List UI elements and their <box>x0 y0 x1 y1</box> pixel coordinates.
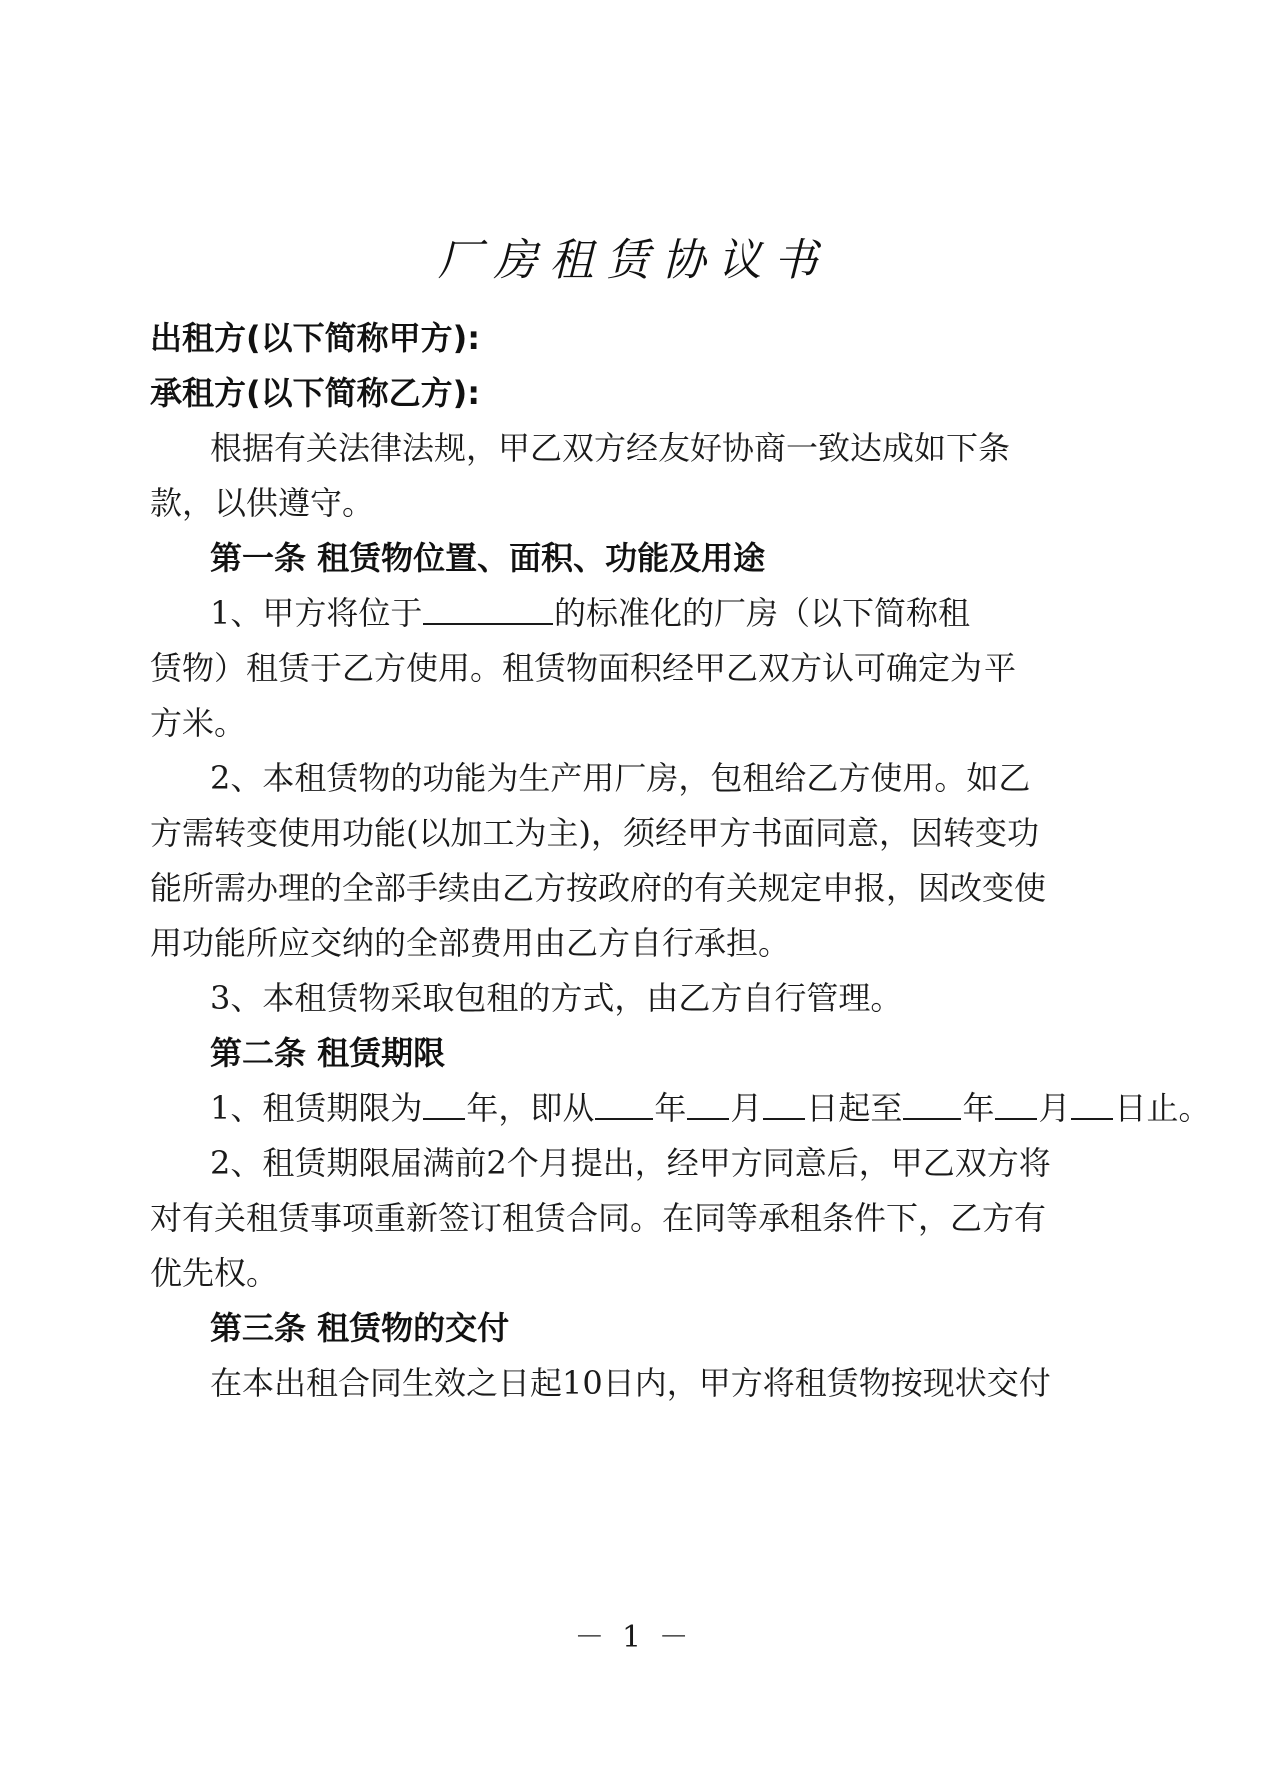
end-day-blank <box>1071 1088 1113 1120</box>
article-3-heading: 第三条 租赁物的交付 <box>210 1309 510 1347</box>
end-year-blank <box>903 1088 961 1120</box>
preamble-line-2: 款，以供遵守。 <box>150 484 375 522</box>
preamble-line-1: 根据有关法律法规，甲乙双方经友好协商一致达成如下条 <box>210 429 1011 467</box>
article-2-item-2-line-3: 优先权。 <box>150 1254 279 1292</box>
end-year-label: 年 <box>962 1089 995 1127</box>
article-1-item-1-line-2-suffix: 平 <box>984 649 1017 687</box>
article-1-item-2-line-4: 用功能所应交纳的全部费用由乙方自行承担。 <box>150 924 791 962</box>
lease-term-group <box>210 1088 1210 1128</box>
article-2-item-2-line-2: 对有关租赁事项重新签订租赁合同。在同等承租条件下，乙方有 <box>150 1199 1047 1237</box>
lease-years-blank <box>423 1088 465 1120</box>
article-1-item-2-line-3: 能所需办理的全部手续由乙方按政府的有关规定申报，因改变使 <box>150 869 1047 907</box>
article-1-item-1-line-2 <box>150 648 1017 688</box>
lease-term-label: 1、租赁期限为 <box>210 1089 423 1127</box>
article-1-item-1-line-1 <box>210 593 970 633</box>
article-1-item-1-line-3: 方米。 <box>150 704 247 742</box>
start-month-blank <box>687 1088 729 1120</box>
start-year-label: 年 <box>654 1089 687 1127</box>
article-1-item-1-line-2-text: 赁物）租赁于乙方使用。租赁物面积经甲乙双方认可确定为 <box>150 649 983 687</box>
end-month-blank <box>995 1088 1037 1120</box>
party-b-label: 承租方(以下简称乙方): <box>150 374 481 412</box>
location-blank <box>423 593 553 625</box>
page-number: － 1 － <box>574 1620 693 1655</box>
start-year-blank <box>595 1088 653 1120</box>
article-1-item-1-suffix: 的标准化的厂房（以下简称租 <box>553 594 970 632</box>
lease-from-label: 年，即从 <box>466 1089 595 1127</box>
end-month-label: 月 <box>1038 1089 1071 1127</box>
article-2-heading: 第二条 租赁期限 <box>210 1034 446 1072</box>
article-2-item-2-line-1: 2、租赁期限届满前2个月提出，经甲方同意后，甲乙双方将 <box>210 1144 1051 1182</box>
until-label: 日起至 <box>806 1089 903 1127</box>
end-label: 日止。 <box>1114 1089 1211 1127</box>
party-a-label: 出租方(以下简称甲方): <box>150 319 481 357</box>
start-month-label: 月 <box>730 1089 763 1127</box>
article-1-item-2-line-2: 方需转变使用功能(以加工为主)，须经甲方书面同意，因转变功 <box>150 814 1039 852</box>
article-2-item-1 <box>210 1088 1211 1128</box>
article-1-item-1-prefix: 1、甲方将位于 <box>210 594 423 632</box>
article-1-heading: 第一条 租赁物位置、面积、功能及用途 <box>210 539 766 577</box>
document-title: 厂房租赁协议书 <box>437 235 830 286</box>
article-1-item-3: 3、本租赁物采取包租的方式，由乙方自行管理。 <box>210 979 903 1017</box>
start-day-blank <box>763 1088 805 1120</box>
article-1-item-2-line-1: 2、本租赁物的功能为生产用厂房，包租给乙方使用。如乙 <box>210 759 1031 797</box>
article-3-line-1: 在本出租合同生效之日起10日内，甲方将租赁物按现状交付 <box>210 1364 1051 1402</box>
